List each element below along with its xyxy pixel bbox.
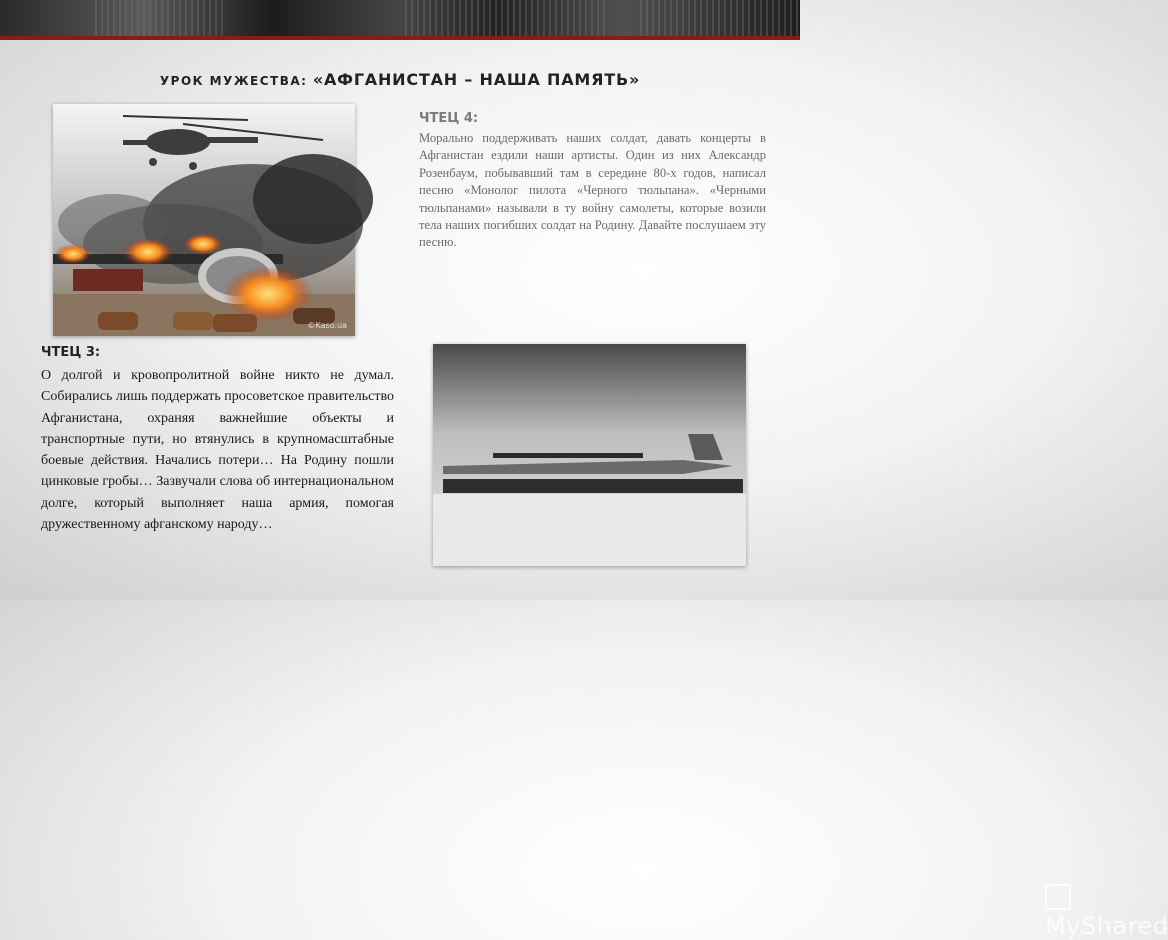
reader3-label: ЧТЕЦ 3: (41, 345, 101, 360)
page-title (0, 70, 800, 89)
reader3-text: О долгой и кровопролитной войне никто не думал. Собирались лишь поддержать просоветское правительство Афганистана, охраняя важнейшие объекты и транспортные пути, но втянулись в крупномасштабные боевые действия. Начались потери… На Родину пошли цинковые гробы… Зазвучали слова об интернациональном долге, который выполняет наша армия, помогая дружественному афганскому народу… (41, 368, 394, 533)
photo-caption: ©Kaso.ua (307, 321, 347, 330)
watermark-text: MyShared (1045, 912, 1168, 940)
title-main: «АФГАНИСТАН – НАША ПАМЯТЬ» (312, 70, 641, 89)
transport-plane-photo (433, 344, 1168, 940)
reader4-text: Морально поддерживать наших солдат, давать концерты в Афганистан ездили наши артисты. Один из них Александр Розенбаум, побывавший там в середине 80-х годов, написал песню «Монолог пилота «Черного тюльпана». «Черными тюльпанами» называли в ту войну самолеты, которые возили тела наших погибших солдат на Родину. Давайте послушаем эту песню. (419, 131, 766, 250)
top-banner (0, 0, 800, 36)
watermark-icon (1045, 884, 1071, 910)
reader4-label: ЧТЕЦ 4: (419, 111, 479, 126)
title-prefix: УРОК МУЖЕСТВА: (159, 74, 308, 88)
helicopter-fire-photo (53, 104, 355, 336)
myshared-watermark (1045, 884, 1168, 940)
accent-line (0, 36, 800, 40)
